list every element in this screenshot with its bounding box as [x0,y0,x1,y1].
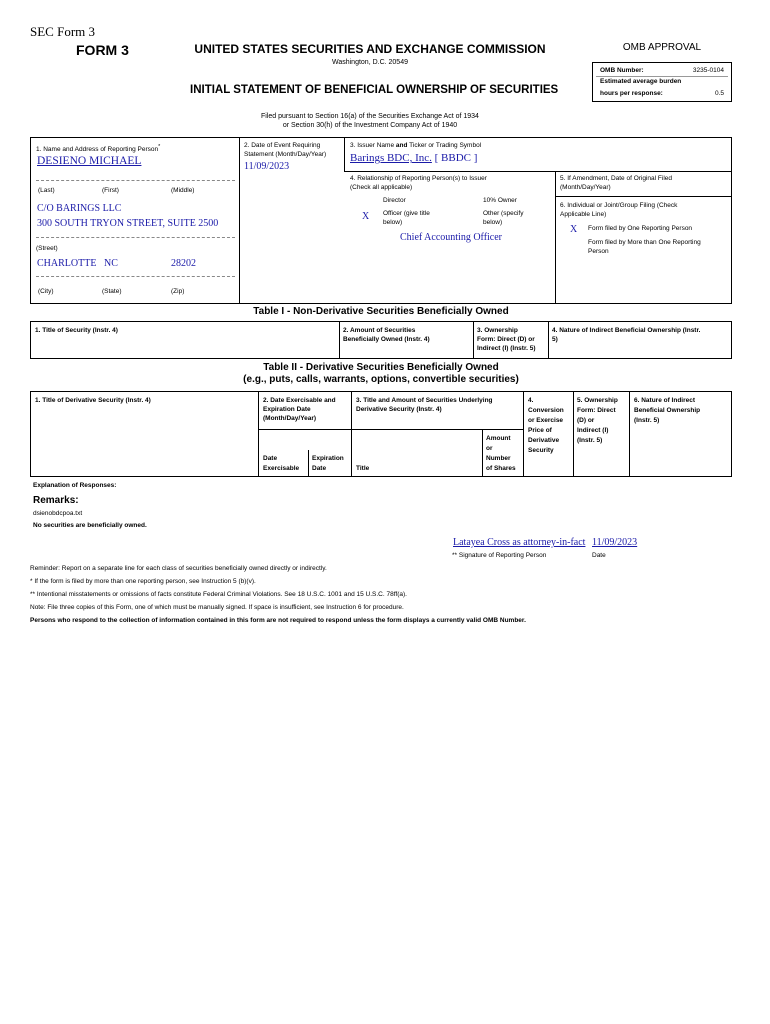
table1-col4-line2: 5) [552,336,558,343]
city-value: CHARLOTTE [37,258,97,269]
date-label: Date [592,552,606,559]
note-intentional-misstatements: ** Intentional misstatements or omissions of facts constitute Federal Criminal Violations. See 18 U.S.C. 1001 and 15 U.S.C. 78ff(a). [30,591,407,598]
state-label: (State) [102,288,122,295]
table2-col4-line4: Price of [528,427,552,434]
table2-col5-line4: Indirect (I) [577,427,609,434]
table1-col2-line2: Beneficially Owned (Instr. 4) [343,336,430,343]
reminder-text: Reminder: Report on a separate line for each class of securities beneficially owned directly or indirectly. [30,565,327,572]
event-date: 11/09/2023 [244,161,290,172]
table1-col3-line3: Indirect (I) (Instr. 5) [477,345,536,352]
box2-label-1: 2. Date of Event Requiring [244,142,321,149]
omb-burden-value: 0.5 [714,90,724,97]
street-label: (Street) [36,245,58,252]
one-person-label: Form filed by One Reporting Person [588,225,693,232]
table2-amt-3: Number [486,455,511,462]
table1-col2-line1: 2. Amount of Securities [343,327,416,334]
table2-col6-line2: Beneficial Ownership [634,407,701,414]
explanation-label: Explanation of Responses: [33,482,117,489]
box6-label-1: 6. Individual or Joint/Group Filing (Check [560,202,678,209]
officer-checkbox[interactable]: X [362,211,370,222]
table2-col2-line1: 2. Date Exercisable and [263,397,336,404]
table2-col4-line3: or Exercise [528,417,564,424]
table2-amt-4: of Shares [486,465,516,472]
street-line-1: C/O BARINGS LLC [37,203,122,214]
other-label-2: below) [483,219,503,226]
zip-label: (Zip) [171,288,185,295]
table2-col6-line1: 6. Nature of Indirect [634,397,696,404]
ten-pct-owner-label: 10% Owner [483,197,517,204]
table1-col3-line2: Form: Direct (D) or [477,336,535,343]
signature-block [453,537,585,548]
city-label: (City) [38,288,54,295]
persons-respond-notice: Persons who respond to the collection of information contained in this form are not required to respond unless the form displays a currently valid OMB Number. [30,617,526,624]
table2-col4-line1: 4. [528,397,534,404]
table2-col4-line6: Security [528,447,554,454]
table2-amt-1: Amount [486,435,511,442]
filed-line-1: Filed pursuant to Section 16(a) of the Securities Exchange Act of 1934 [261,113,479,120]
signature-date: 11/09/2023 [592,537,638,548]
issuer-link[interactable]: Barings BDC, Inc. [350,152,432,164]
table2-amt-2: or [486,445,493,452]
no-securities-remark: No securities are beneficially owned. [33,522,147,529]
table2-col5-line5: (Instr. 5) [577,437,603,444]
filed-line-2: or Section 30(h) of the Investment Company Act of 1940 [282,122,458,129]
ticker-symbol: [ BBDC ] [434,152,478,164]
statement-title: INITIAL STATEMENT OF BENEFICIAL OWNERSHIP OF SECURITIES [190,84,559,96]
form-number: FORM 3 [76,42,129,58]
middle-label: (Middle) [171,187,195,194]
table2-col6-line3: (Instr. 5) [634,417,660,424]
signature-link[interactable]: Latayea Cross as attorney-in-fact [453,537,586,548]
box4-label-2: (Check all applicable) [350,184,413,191]
other-label-1: Other (specify [483,210,524,217]
box4-label-1: 4. Relationship of Reporting Person(s) to Issuer [350,175,487,182]
table2-col5-line1: 5. Ownership [577,397,618,404]
signature-date-block [592,537,637,548]
omb-number-value: 3235-0104 [692,67,724,74]
table2-col1: 1. Title of Derivative Security (Instr. 4) [35,397,151,404]
commission-city: Washington, D.C. 20549 [331,59,408,66]
note-file-copies: Note: File three copies of this Form, one of which must be manually signed. If space is insufficient, see Instruction 6 for procedure. [30,604,404,611]
zip-value: 28202 [171,258,196,269]
table2-col4-line2: Conversion [528,407,564,414]
first-label: (First) [102,187,119,194]
table2-col2-line3: (Month/Day/Year) [263,415,317,422]
table2-col2-line2: Expiration Date [263,406,311,413]
reporting-person-name[interactable] [37,155,141,167]
remarks-label: Remarks: [33,495,79,506]
table2-col3-line2: Derivative Security (Instr. 4) [356,406,442,413]
table1-title: Table I - Non-Derivative Securities Beneficially Owned [253,306,509,317]
signature-label: ** Signature of Reporting Person [452,552,547,559]
director-label: Director [383,197,406,204]
one-person-checkbox[interactable]: X [570,224,578,235]
multi-person-label-1: Form filed by More than One Reporting [588,239,701,246]
officer-label-1: Officer (give title [383,210,430,217]
table2-col5-line2: Form: Direct [577,407,616,414]
table2-title-2: (e.g., puts, calls, warrants, options, convertible securities) [243,374,519,385]
table2-col4-line5: Derivative [528,437,560,444]
omb-burden-label-2: hours per response: [600,90,663,97]
omb-number-label: OMB Number: [600,67,644,74]
street-line-2: 300 SOUTH TRYON STREET, SUITE 2500 [37,218,219,229]
table2-date-ex-1: Date [263,455,278,462]
table1-col1: 1. Title of Security (Instr. 4) [35,327,118,334]
table1-col4-line1: 4. Nature of Indirect Beneficial Ownership (Instr. [552,327,701,334]
box6-label-2: Applicable Line) [560,211,607,218]
table2-exp-2: Date [312,465,327,472]
table2-title-1: Table II - Derivative Securities Beneficially Owned [263,362,499,373]
table2-title-col: Title [356,465,370,472]
table2-col3-line1: 3. Title and Amount of Securities Underlying [356,397,493,404]
issuer-block [350,152,477,164]
note-multiple-persons: * If the form is filed by more than one reporting person, see Instruction 5 (b)(v). [30,578,256,585]
box3-label: 3. Issuer Name and Ticker or Trading Symbol [350,142,482,149]
table2-col5-line3: (D) or [577,417,595,424]
table2-exp-1: Expiration [312,455,344,462]
omb-approval-title: OMB APPROVAL [622,42,702,53]
table2-date-ex-2: Exercisable [263,465,300,472]
state-value: NC [104,258,118,269]
box5-label-1: 5. If Amendment, Date of Original Filed [560,175,672,182]
box1-label: 1. Name and Address of Reporting Person* [36,144,161,154]
box2-label-2: Statement (Month/Day/Year) [244,151,327,158]
commission-title: UNITED STATES SECURITIES AND EXCHANGE COMMISSION [194,42,546,56]
multi-person-label-2: Person [588,248,609,255]
officer-title: Chief Accounting Officer [400,232,503,243]
last-label: (Last) [38,187,55,194]
table1-col3-line1: 3. Ownership [477,327,518,334]
reporting-person-link[interactable]: DESIENO MICHAEL [37,155,142,167]
sec-form-label: SEC Form 3 [30,24,96,39]
attachment-name: dsienobdcpoa.txt [33,510,83,517]
officer-label-2: below) [383,219,403,226]
omb-burden-label-1: Estimated average burden [600,78,682,85]
box5-label-2: (Month/Day/Year) [560,184,611,191]
